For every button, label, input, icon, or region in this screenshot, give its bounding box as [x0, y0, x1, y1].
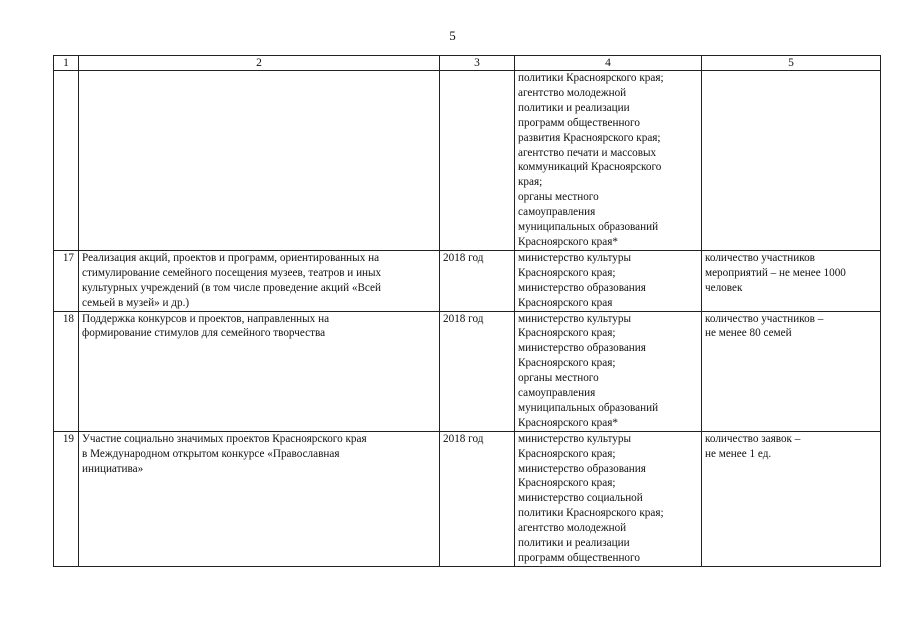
indicator-line: не менее 80 семей [705, 327, 792, 340]
activity-cell [79, 71, 440, 251]
row-number-cell: 17 [54, 250, 79, 311]
header-col-5: 5 [702, 56, 881, 71]
agency-line: министерство культуры [518, 432, 631, 445]
agency-line: агентство молодежной [518, 86, 627, 99]
activity-line: инициатива» [82, 462, 144, 475]
agency-line: Красноярского края; [518, 327, 616, 340]
indicator-line: не менее 1 ед. [705, 447, 772, 460]
agency-line: министерство культуры [518, 251, 631, 264]
activities-table [53, 55, 881, 567]
agency-line: края; [518, 176, 543, 189]
agency-line: программ общественного [518, 552, 640, 564]
agencies-cell [515, 250, 702, 311]
table-row-17 [54, 250, 881, 311]
agency-line: министерство культуры [518, 312, 631, 325]
period-cell [440, 71, 515, 251]
agency-line: Красноярского края* [518, 235, 618, 248]
agency-line: органы местного [518, 372, 599, 385]
indicator-line: количество участников – [705, 312, 824, 325]
agency-line: программ общественного [518, 116, 640, 129]
indicator-line: человек [705, 281, 743, 294]
row-number-cell [54, 71, 79, 251]
activity-line: стимулирование семейного посещения музеев, театров и иных [82, 266, 382, 279]
agencies-cell [515, 431, 702, 566]
agency-line: агентство молодежной [518, 522, 627, 535]
activity-line: Поддержка конкурсов и проектов, направленных на [82, 312, 330, 325]
agency-line: Красноярского края; [518, 447, 616, 460]
agency-line: агентство печати и массовых [518, 146, 657, 159]
activity-line: в Международном открытом конкурсе «Православная [82, 447, 340, 460]
agency-line: Красноярского края; [518, 266, 616, 279]
row-number-cell: 19 [54, 431, 79, 566]
header-col-3: 3 [440, 56, 515, 71]
agency-line: коммуникаций Красноярского [518, 161, 662, 174]
period-cell: 2018 год [440, 250, 515, 311]
activity-line: семьей в музей» и др.) [82, 296, 190, 309]
agency-line: министерство социальной [518, 492, 643, 505]
indicator-cell [702, 431, 881, 566]
activity-line: культурных учреждений (в том числе проведение акций «Всей [82, 281, 381, 294]
activity-line: формирование стимулов для семейного творчества [82, 327, 326, 340]
indicator-line: мероприятий – не менее 1000 [705, 266, 846, 279]
activity-line: Участие социально значимых проектов Красноярского края [82, 432, 367, 445]
activity-cell [79, 431, 440, 566]
agency-line: Красноярского края* [518, 416, 618, 429]
indicator-cell [702, 311, 881, 431]
agency-line: Красноярского края [518, 296, 613, 309]
agencies-cell [515, 311, 702, 431]
agency-line: органы местного [518, 191, 599, 204]
page-number: 5 [449, 28, 456, 43]
header-col-4: 4 [515, 56, 702, 71]
agency-line: министерство образования [518, 342, 646, 355]
header-col-1: 1 [54, 56, 79, 71]
agency-line: муниципальных образований [518, 221, 659, 234]
agency-line: самоуправления [518, 387, 596, 400]
agency-line: министерство образования [518, 281, 646, 294]
indicator-cell [702, 71, 881, 251]
agency-line: самоуправления [518, 206, 596, 219]
agency-line: политики и реализации [518, 101, 630, 114]
indicator-line: количество заявок – [705, 432, 801, 445]
row-number-cell: 18 [54, 311, 79, 431]
period-cell: 2018 год [440, 311, 515, 431]
agencies-cell [515, 71, 702, 251]
activity-cell [79, 250, 440, 311]
table-row-18 [54, 311, 881, 431]
agency-line: муниципальных образований [518, 401, 659, 414]
indicator-cell [702, 250, 881, 311]
period-cell: 2018 год [440, 431, 515, 566]
agency-line: политики и реализации [518, 537, 630, 550]
agency-line: развития Красноярского края; [518, 131, 661, 144]
activity-line: Реализация акций, проектов и программ, ориентированных на [82, 251, 380, 264]
activity-cell [79, 311, 440, 431]
agency-line: политики Красноярского края; [518, 507, 664, 520]
agency-line: министерство образования [518, 462, 646, 475]
indicator-line: количество участников [705, 251, 815, 264]
agency-line: Красноярского края; [518, 477, 616, 490]
agency-line: Красноярского края; [518, 357, 616, 370]
header-col-2: 2 [79, 56, 440, 71]
table-header-row [54, 56, 881, 71]
table-row-19 [54, 431, 881, 566]
table-row-continuation [54, 71, 881, 251]
agency-line: политики Красноярского края; [518, 72, 664, 84]
